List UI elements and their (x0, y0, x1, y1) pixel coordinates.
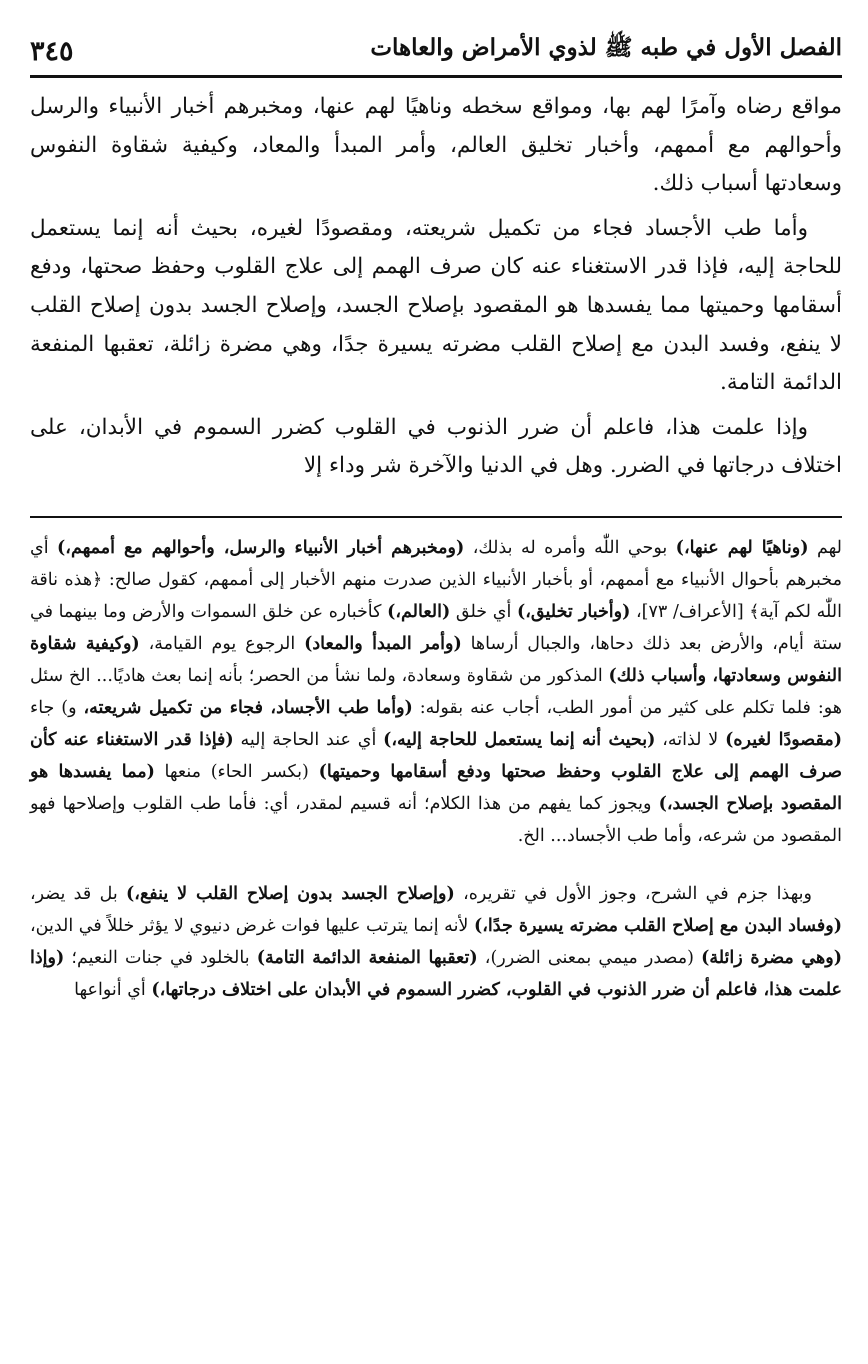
quoted-text: (وهي مضرة زائلة) (701, 947, 842, 968)
commentary-text: وبهذا جزم في الشرح، وجوز الأول في تقريره، (454, 883, 813, 904)
quoted-text: (وأمر المبدأ والمعاد) (304, 633, 462, 654)
quoted-text: (وكيفية شقاوة النفوس وسعادتها، وأسباب ذلك) (30, 633, 842, 686)
commentary-text: (بكسر الحاء) منعها (154, 761, 319, 782)
quoted-text: (وناهيًا لهم عنها،) (675, 537, 809, 558)
commentary-text: كأخباره عن خلق السموات والأرض وما بينهما في ستة أيام، والأرض بعد ذلك دحاها، والجبال أرساها (30, 601, 842, 654)
footnote-divider (30, 516, 842, 518)
main-paragraph: وأما طب الأجساد فجاء من تكميل شريعته، ومقصودًا لغيره، بحيث أنه إنما يستعمل للحاجة إليه، فإذا قدر الاستغناء عنه كان صرف الهمم إلى علاج القلوب وحفظ صحتها، ودفع أسقامها وحميتها مما يفسدها هو المقصود بإصلاح الجسد، وإصلاح الجسد بدون إصلاح القلب لا ينفع، وفسد البدن مع إصلاح القلب مضرته يسيرة جدًا، وهي مضرة زائلة، تعقبها المنفعة الدائمة التامة. (30, 215, 842, 396)
commentary-text: بوحي اللّٰه وأمره له بذلك، (464, 537, 676, 558)
quoted-text: (وإذا علمت هذا، فاعلم أن ضرر الذنوب في القلوب، كضرر السموم في الأبدان على اختلاف درجاتها،) (30, 947, 842, 1000)
quoted-text: (تعقبها المنفعة الدائمة التامة) (256, 947, 478, 968)
commentary-text: أي عند الحاجة إليه (233, 729, 384, 750)
main-text (30, 88, 842, 486)
running-title: الفصل الأول في طبه ﷺ لذوي الأمراض والعاهات (370, 34, 842, 61)
quoted-text: (مما يفسدها هو المقصود بإصلاح الجسد،) (30, 761, 842, 814)
commentary-paragraph (30, 532, 842, 852)
commentary-text: المذكور من شقاوة وسعادة، ولما نشأ من الحصر؛ بأنه إنما بعث هاديًا... الخ سئل هو: فلما تكلم على كثير من أمور الطب، أجاب عنه بقوله: (30, 665, 842, 718)
commentary-paragraph (30, 878, 842, 1006)
commentary (30, 532, 842, 1006)
commentary-text: أي مخبرهم بأحوال الأنبياء مع أممهم، أو بأخبار الأنبياء الذين صدرت منهم الأخبار إلى أممهم، كقول صالح: ﴿هذه ناقة اللّٰه لكم آية﴾ [الأعراف/ ٧٣]، (30, 537, 842, 622)
quoted-text: (العالم،) (387, 601, 451, 622)
quoted-text: (وفساد البدن مع إصلاح القلب مضرته يسيرة جدًا،) (473, 915, 842, 936)
quoted-text: (ومخبرهم أخبار الأنبياء والرسل، وأحوالهم مع أممهم،) (57, 537, 465, 558)
commentary-text: و) جاء (30, 697, 84, 718)
quoted-text: (مقصودًا لغيره) (725, 729, 842, 750)
commentary-text: أي أنواعها (74, 979, 152, 1000)
commentary-text: لا لذاته، (655, 729, 726, 750)
main-paragraph: وإذا علمت هذا، فاعلم أن ضرر الذنوب في القلوب كضرر السموم في الأبدان، على اختلاف درجاتها في الضرر. وهل في الدنيا والآخرة شر وداء إلا (30, 414, 842, 479)
main-paragraph: مواقع رضاه وآمرًا لهم بها، ومواقع سخطه وناهيًا لهم عنها، ومخبرهم أخبار الأنبياء والرسل وأحوالهم مع أممهم، وأخبار تخليق العالم، وأمر المبدأ والمعاد، وكيفية شقاوة النفوس وسعادتها أسباب ذلك. (30, 94, 842, 197)
page-number: ٣٤٥ (30, 36, 74, 67)
quoted-text: (بحيث أنه إنما يستعمل للحاجة إليه،) (383, 729, 656, 750)
quoted-text: (وأما طب الأجساد، فجاء من تكميل شريعته، (83, 697, 413, 718)
page-header (30, 0, 842, 78)
commentary-text: لهم (808, 537, 842, 558)
commentary-text: بل قد يضر، (30, 883, 127, 904)
commentary-text: ويجوز كما يفهم من هذا الكلام؛ أنه قسيم لمقدر، أي: فأما طب القلوب وإصلاحها فهو المقصود من شرعه، وأما طب الأجساد... الخ. (30, 793, 842, 846)
quoted-text: (فإذا قدر الاستغناء عنه كأن صرف الهمم إلى علاج القلوب وحفظ صحتها ودفع أسقامها وحميتها) (30, 729, 842, 782)
commentary-text: أي خلق (450, 601, 517, 622)
commentary-text: (مصدر ميمي بمعنى الضرر)، (477, 947, 702, 968)
commentary-text: الرجوع يوم القيامة، (139, 633, 305, 654)
commentary-text: بالخلود في جنات النعيم؛ (64, 947, 257, 968)
quoted-text: (وأخبار تخليق،) (516, 601, 631, 622)
commentary-text: لأنه إنما يترتب عليها فوات غرض دنيوي لا يؤثر خللاً في الدين، (30, 915, 474, 936)
quoted-text: (وإصلاح الجسد بدون إصلاح القلب لا ينفع،) (126, 883, 455, 904)
